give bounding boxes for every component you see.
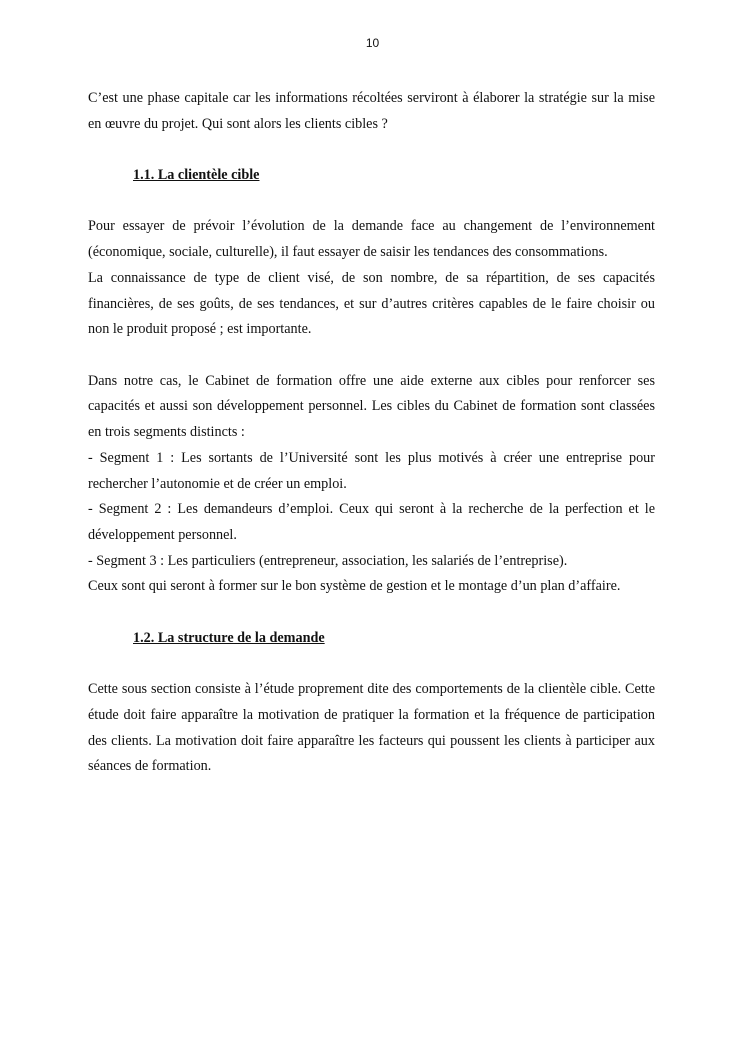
document-body: [88, 86, 655, 780]
intro-paragraph: C’est une phase capitale car les informations récoltées serviront à élaborer la stratégie sur la mise en œuvre du projet. Qui sont alors les clients cibles ?: [88, 90, 655, 132]
segment-2-item: - Segment 2 : Les demandeurs d’emploi. Ceux qui seront à la recherche de la perfection et le développement personnel.: [88, 501, 655, 543]
spacer: [88, 137, 655, 163]
spacer: [88, 189, 655, 215]
paragraph-sous-section: Cette sous section consiste à l’étude proprement dite des comportements de la clientèle cible. Cette étude doit faire apparaître la motivation de pratiquer la formation et la fréquence de participation des clients. La motivation doit faire apparaître les facteurs qui poussent les clients à participer aux séances de formation.: [88, 681, 655, 775]
paragraph-cabinet-formation: Dans notre cas, le Cabinet de formation offre une aide externe aux cibles pour renforcer ses capacités et aussi son développement personnel. Les cibles du Cabinet de formation sont classées en trois segments distincts :: [88, 372, 655, 441]
section-heading-structure-demande: 1.2. La structure de la demande: [133, 629, 325, 646]
paragraph-closing: Ceux sont qui seront à former sur le bon système de gestion et le montage d’un plan d’affaire.: [88, 578, 621, 595]
segment-1-item: - Segment 1 : Les sortants de l’Université sont les plus motivés à créer une entreprise pour rechercher l’autonomie et de créer un emploi.: [88, 449, 655, 492]
segment-3-item: - Segment 3 : Les particuliers (entrepreneur, association, les salariés de l’entreprise).: [88, 552, 568, 569]
section-heading-clientele-cible: 1.1. La clientèle cible: [133, 167, 260, 184]
spacer: [88, 651, 655, 677]
page-number: 10: [365, 36, 380, 50]
spacer: [88, 600, 655, 626]
paragraph-connaissance-client: La connaissance de type de client visé, de son nombre, de sa répartition, de ses capacités financières, de ses goûts, de ses tendances, et sur d’autres critères capables de le faire choisir ou non le produit proposé ; est importante.: [88, 269, 655, 338]
paragraph-evolution-demande: Pour essayer de prévoir l’évolution de la demande face au changement de l’environnement (économique, sociale, culturelle), il faut essayer de saisir les tendances des consommations.: [88, 218, 655, 261]
spacer: [88, 343, 655, 369]
